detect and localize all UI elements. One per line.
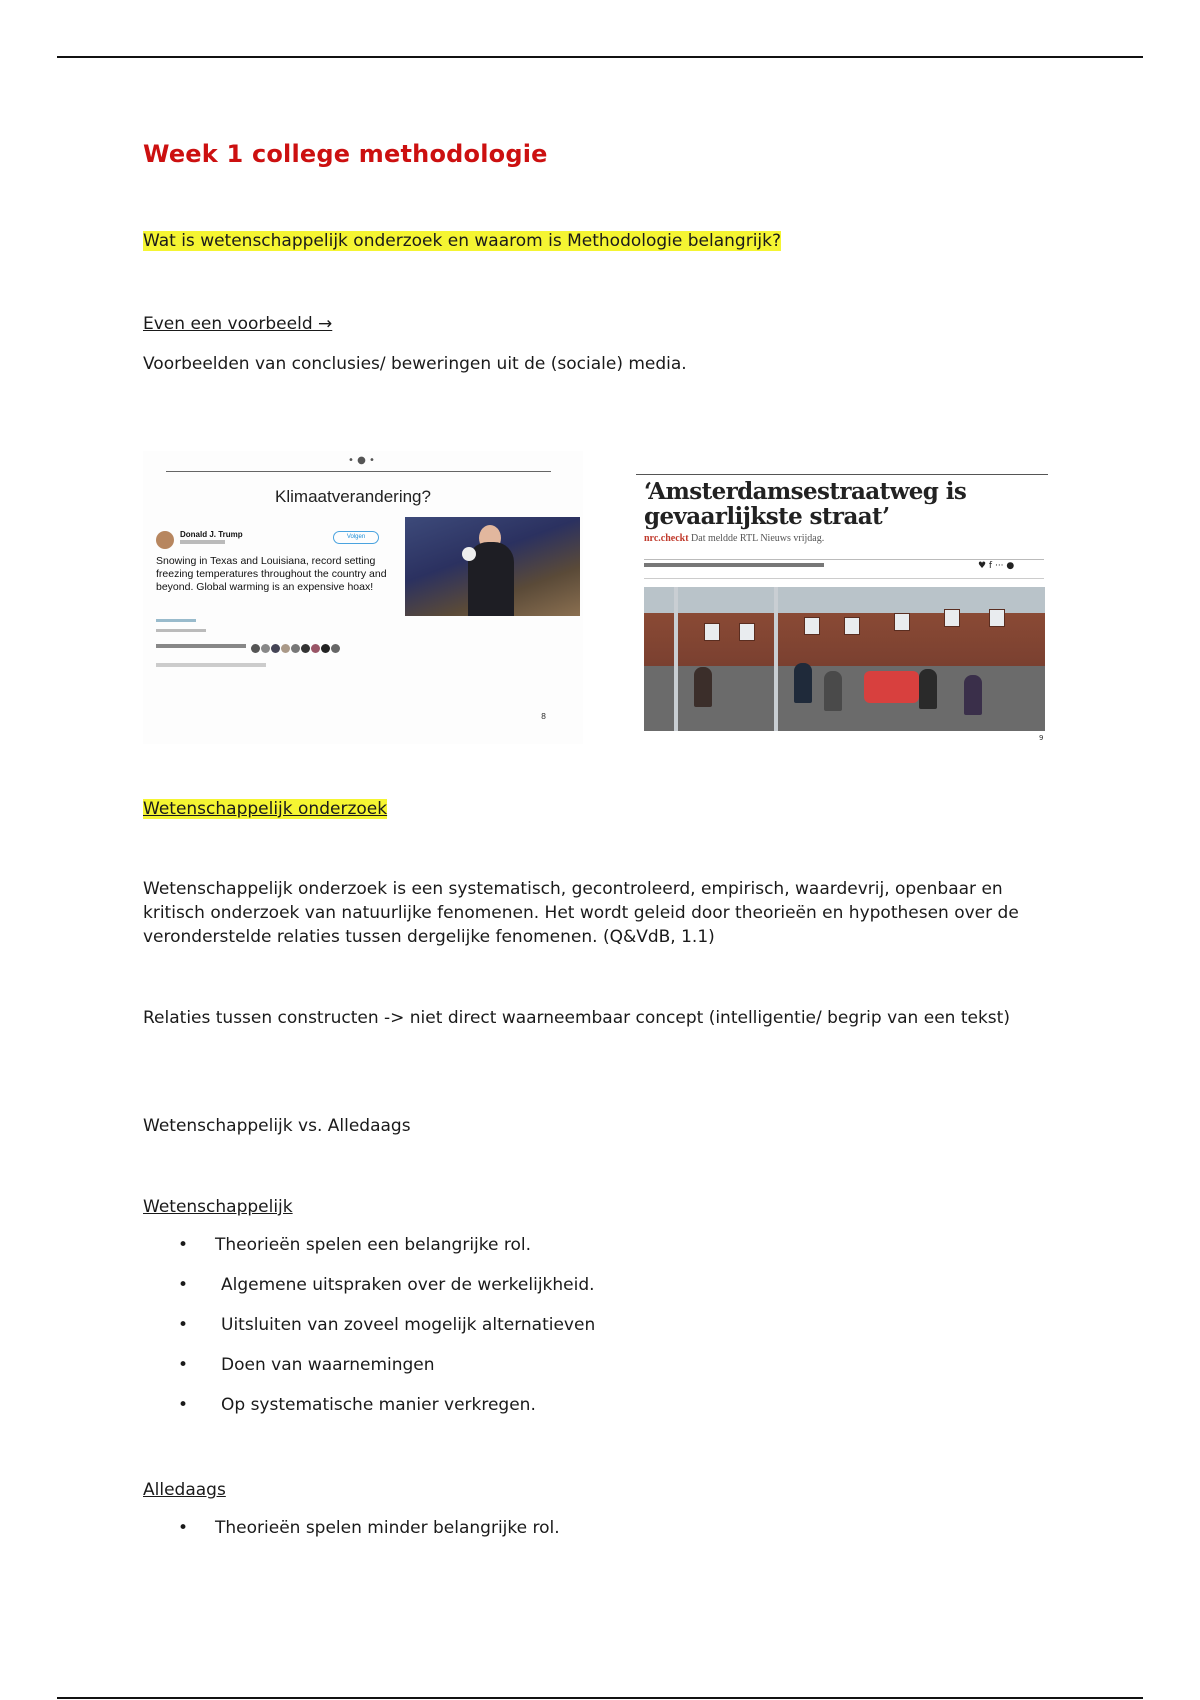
cyclist (964, 675, 982, 715)
cyclist (824, 671, 842, 711)
red-car (864, 671, 919, 703)
tweet-handle (180, 540, 225, 544)
window (704, 623, 720, 641)
bullet: • (178, 1315, 189, 1335)
tweet-text: Snowing in Texas and Louisiana, record setting freezing temperatures throughout the country and beyond. Global warming is an expensive hoax! (156, 555, 387, 593)
news-subtitle (644, 533, 824, 544)
wetenschappelijk-list (143, 1235, 1043, 1435)
slide-rule (166, 471, 551, 472)
wetenschappelijk-heading: Wetenschappelijk (143, 1197, 293, 1217)
cyclist (694, 667, 712, 707)
follow-button: Volgen (333, 531, 379, 544)
slide-news (633, 467, 1053, 747)
senator-photo (405, 517, 580, 616)
bullet: • (178, 1395, 189, 1415)
tweet-date (156, 629, 206, 632)
tweet-actions (156, 663, 266, 667)
slide-page-number: 9 (1039, 734, 1044, 742)
cyclist (794, 663, 812, 703)
definition-paragraph: Wetenschappelijk onderzoek is een systematisch, gecontroleerd, empirisch, waardevrij, openbaar en kritisch onderzoek van natuurlijke fenomenen. Het wordt geleid door theorieën en hypothesen over de veronderstelde relaties tussen dergelijke fenomenen. (Q&VdB, 1.1) (143, 879, 1019, 947)
section-heading-highlight (143, 797, 387, 821)
list-item-text: Theorieën spelen een belangrijke rol. (215, 1235, 532, 1255)
example-text: Voorbeelden van conclusies/ beweringen uit de (sociale) media. (143, 354, 687, 374)
tweet-meta (156, 619, 196, 622)
tweet-card (156, 529, 396, 699)
window (739, 623, 755, 641)
avatar (156, 531, 174, 549)
window (844, 617, 860, 635)
list-item (143, 1518, 1043, 1558)
list-item-text: Algemene uitspraken over de werkelijkheid. (221, 1275, 595, 1295)
slide-page-number: 8 (541, 712, 547, 721)
snowball (462, 547, 476, 561)
news-divider-2 (644, 578, 1044, 579)
slide-climate (143, 451, 583, 744)
example-heading: Even een voorbeeld → (143, 314, 333, 334)
news-meta (644, 563, 824, 567)
header-rule (57, 56, 1143, 58)
window (944, 609, 960, 627)
footer-rule (57, 1697, 1143, 1699)
tweet-author: Donald J. Trump (180, 530, 243, 539)
news-rule (636, 474, 1048, 475)
pole (674, 587, 678, 731)
alledaags-heading: Alledaags (143, 1480, 226, 1500)
list-item (143, 1355, 1043, 1395)
news-subtitle-text: Dat meldde RTL Nieuws vrijdag. (691, 533, 825, 544)
list-item (143, 1395, 1043, 1435)
slide-dots: • ● • (348, 455, 375, 466)
street-photo (644, 587, 1045, 731)
cyclist (919, 669, 937, 709)
list-item (143, 1275, 1043, 1315)
news-brand: nrc.checkt (644, 533, 689, 544)
tweet-stats (156, 644, 246, 648)
news-divider (644, 559, 1044, 560)
section-heading: Wetenschappelijk onderzoek (143, 799, 388, 819)
list-item-text: Uitsluiten van zoveel mogelijk alternatieven (221, 1315, 596, 1335)
alledaags-list (143, 1518, 1043, 1558)
versus-line: Wetenschappelijk vs. Alledaags (143, 1116, 411, 1136)
window (989, 609, 1005, 627)
page-title: Week 1 college methodologie (143, 140, 548, 168)
constructs-paragraph: Relaties tussen constructen -> niet direct waarneembaar concept (intelligentie/ begrip van een tekst) (143, 1008, 1010, 1028)
bullet: • (178, 1235, 189, 1255)
news-headline: ‘Amsterdamsestraatweg is gevaarlijkste straat’ (644, 478, 967, 530)
window (804, 617, 820, 635)
slide-title: Klimaatverandering? (275, 487, 431, 506)
list-item-text: Doen van waarnemingen (221, 1355, 435, 1375)
window (894, 613, 910, 631)
bullet: • (178, 1275, 189, 1295)
question-text: Wat is wetenschappelijk onderzoek en waarom is Methodologie belangrijk? (143, 231, 782, 251)
bullet: • (178, 1355, 189, 1375)
retweeter-avatars (251, 640, 341, 658)
share-icons: ♥ f ··· ● (978, 561, 1015, 571)
list-item-text: Theorieën spelen minder belangrijke rol. (215, 1518, 560, 1538)
list-item (143, 1315, 1043, 1355)
question-highlight (143, 231, 781, 251)
bullet: • (178, 1518, 189, 1538)
list-item (143, 1235, 1043, 1275)
pole (774, 587, 778, 731)
list-item-text: Op systematische manier verkregen. (221, 1395, 536, 1415)
